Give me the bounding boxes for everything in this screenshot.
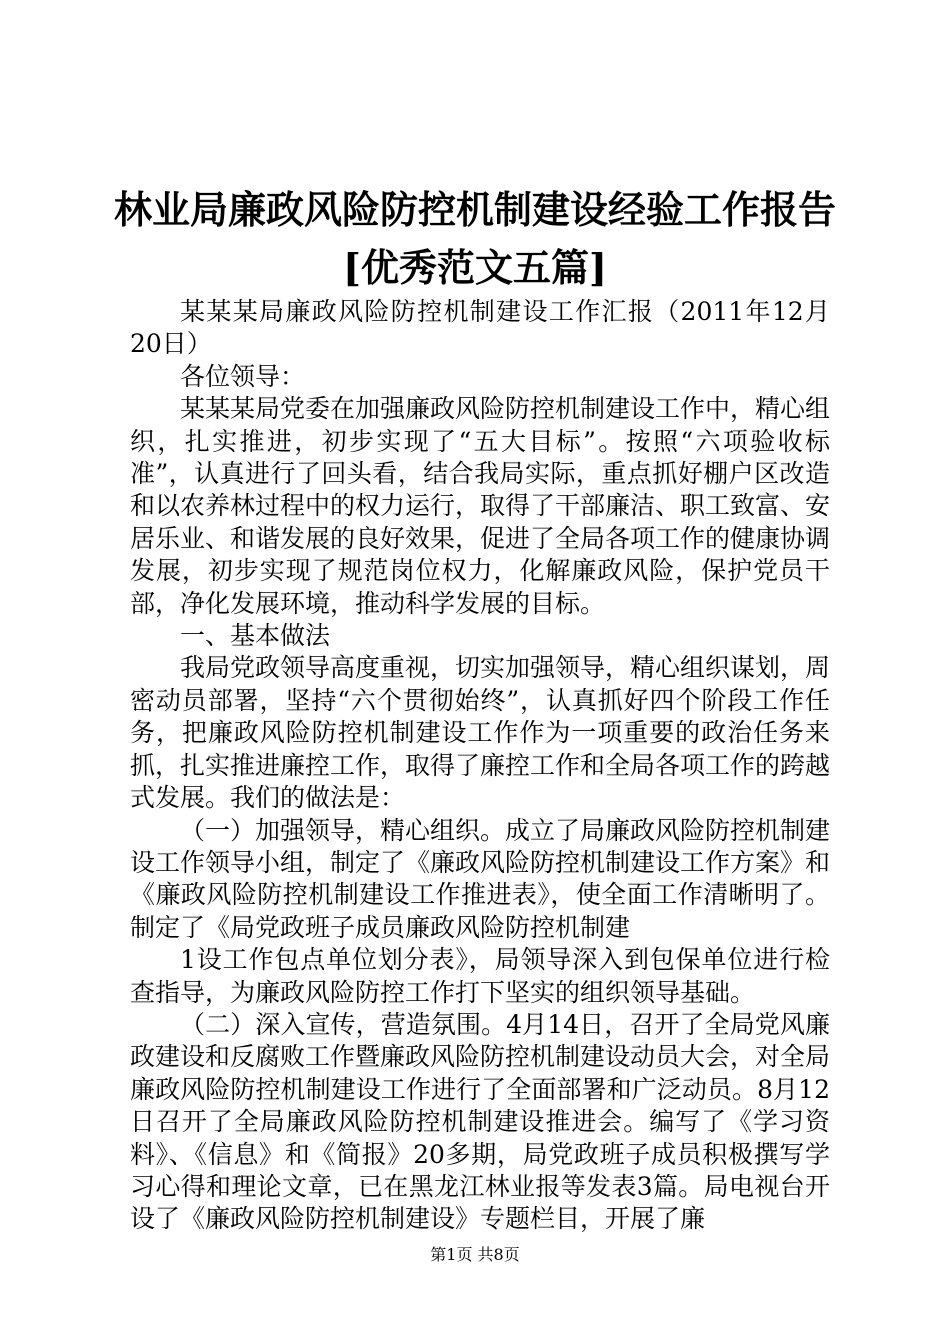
document-body xyxy=(130,296,830,1236)
paragraph-salutation: 各位领导： xyxy=(180,361,306,391)
paragraph-report-heading: 某某某局廉政风险防控机制建设工作汇报（2011年12月20日） xyxy=(130,297,830,359)
page-number-footer: 第1页 共8页 xyxy=(430,1245,520,1264)
paragraph-item-1-continued: 1设工作包点单位划分表》，局领导深入到包保单位进行检查指导，为廉政风险防控工作打下坚实的组织领导基础。 xyxy=(130,945,830,1007)
paragraph-item-1: （一）加强领导，精心组织。成立了局廉政风险防控机制建设工作领导小组，制定了《廉政风险防控机制建设工作方案》和《廉政风险防控机制建设工作推进表》，使全面工作清晰明了。制定了《局党政班子成员廉政风险防控机制建 xyxy=(130,815,831,942)
document-title-line2: [优秀范文五篇] xyxy=(343,245,607,290)
paragraph-intro: 某某某局党委在加强廉政风险防控机制建设工作中，精心组织，扎实推进，初步实现了“五大目标”。按照“六项验收标准”，认真进行了回头看，结合我局实际，重点抓好棚户区改造和以农养林过程中的权力运行，取得了干部廉洁、职工致富、安居乐业、和谐发展的良好效果，促进了全局各项工作的健康协调发展，初步实现了规范岗位权力，化解廉政风险，保护党员干部，净化发展环境，推动科学发展的目标。 xyxy=(130,394,831,618)
document-title-line1: 林业局廉政风险防控机制建设经验工作报告 xyxy=(113,187,836,232)
paragraph-section-body: 我局党政领导高度重视，切实加强领导，精心组织谋划，周密动员部署，坚持“六个贯彻始终”，认真抓好四个阶段工作任务，把廉政风险防控机制建设工作作为一项重要的政治任务来抓，扎实推进廉控工作，取得了廉控工作和全局各项工作的跨越式发展。我们的做法是： xyxy=(130,653,831,813)
paragraph-section-heading: 一、基本做法 xyxy=(180,621,331,651)
paragraph-item-2: （二）深入宣传，营造氛围。4月14日，召开了全局党风廉政建设和反腐败工作暨廉政风险防控机制建设动员大会，对全局廉政风险防控机制建设工作进行了全面部署和广泛动员。8月12日召开了全局廉政风险防控机制建设推进会。编写了《学习资料》、《信息》和《简报》20多期，局党政班子成员积极撰写学习心得和理论文章，已在黑龙江林业报等发表3篇。局电视台开设了《廉政风险防控机制建设》专题栏目，开展了廉 xyxy=(130,1009,831,1234)
